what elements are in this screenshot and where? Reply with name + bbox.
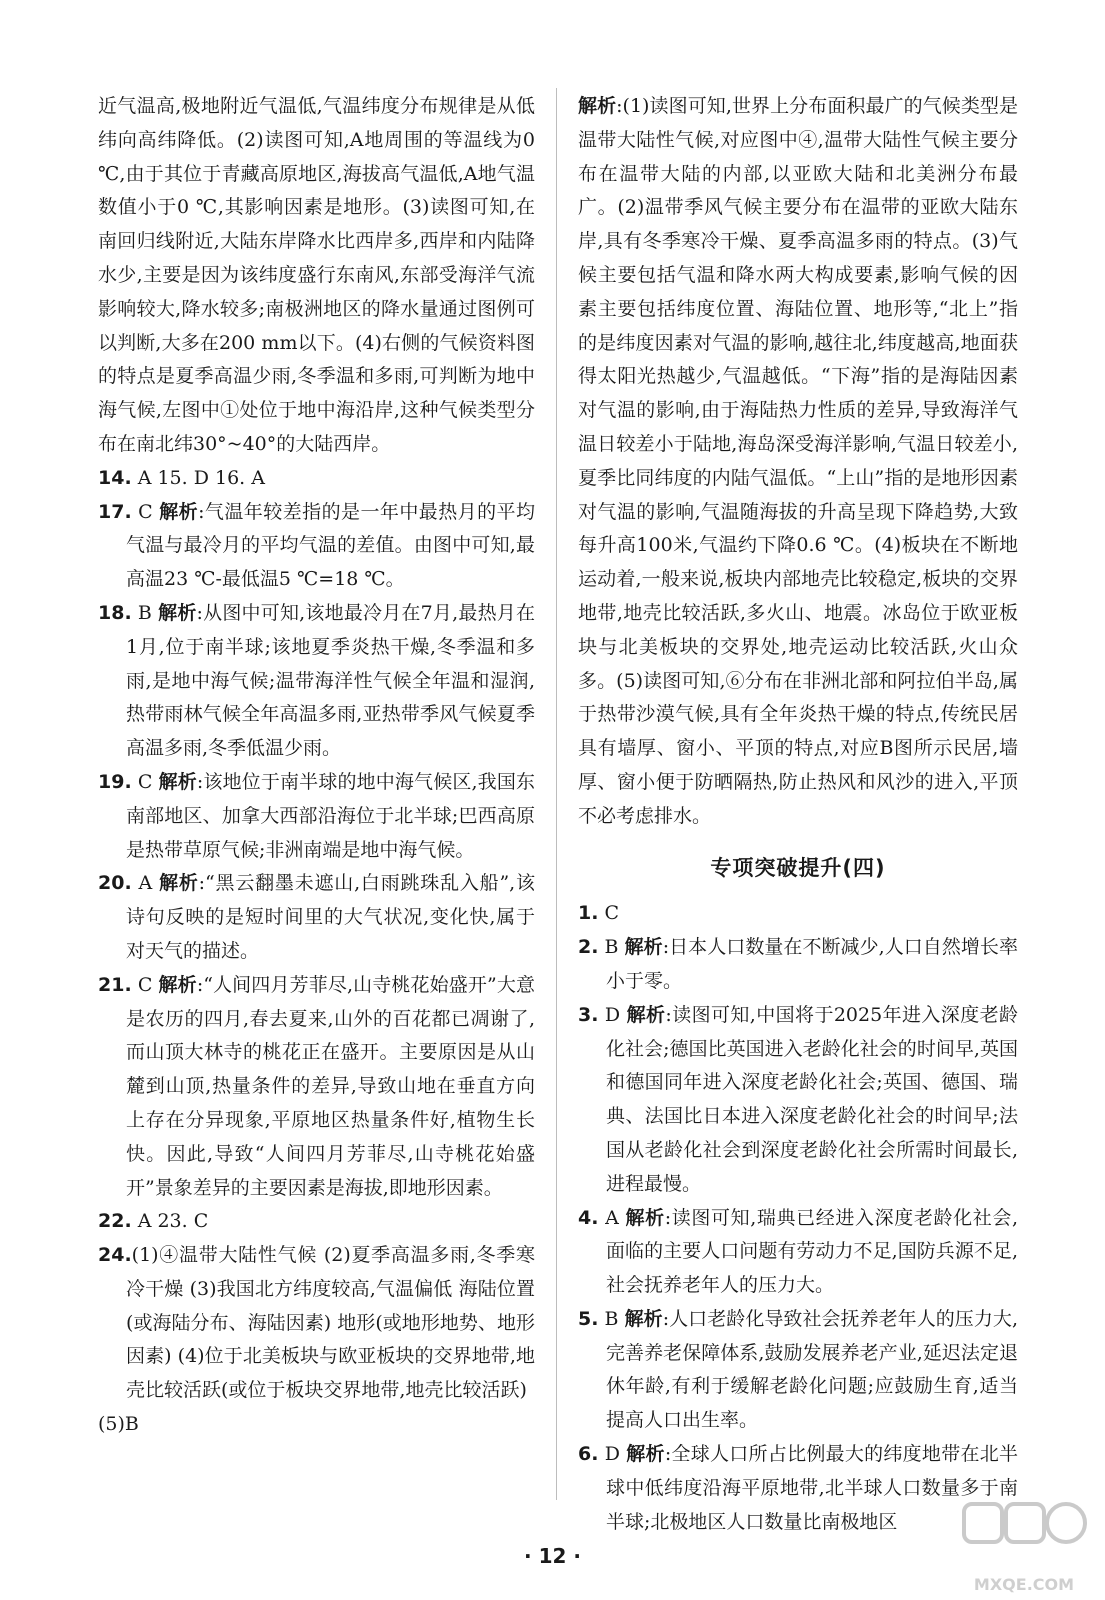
answer-item-24-part5: (5)B <box>98 1413 139 1436</box>
column-divider <box>556 88 557 1500</box>
answer-item-19: 19. C 解析:该地位于南半球的地中海气候区,我国东南部地区、加拿大西部沿海位于北半球;巴西高原是热带草原气候;非洲南端是地中海气候。 <box>98 770 535 861</box>
answer-item-1: 1. C <box>578 902 620 925</box>
answer-item-20: 20. A 解析:“黑云翻墨未遮山,白雨跳珠乱入船”,该诗句反映的是短时间里的大气状况,变化快,属于对天气的描述。 <box>98 872 535 962</box>
answer-item-24: 24.(1)④温带大陆性气候 (2)夏季高温多雨,冬季寒冷干燥 (3)我国北方纬度较高,气温偏低 海陆位置(或海陆分布、海陆因素) 地形(或地形地势、地形因素) (4)位于北美板块与欧亚板块的交界地带,地壳比较活跃(或位于板块交界地带,地壳比较活跃) <box>98 1244 535 1402</box>
answer-item-22: 22. A 23. C <box>98 1210 209 1233</box>
watermark-icon <box>958 1498 1090 1568</box>
answer-item-2: 2. B 解析:日本人口数量在不断减少,人口自然增长率小于零。 <box>578 936 1018 992</box>
left-column <box>98 90 535 1442</box>
answer-item-18: 18. B 解析:从图中可知,该地最冷月在7月,最热月在1月,位于南半球;该地夏季炎热干燥,冬季温和多雨,是地中海气候;温带海洋性气候全年温和湿润,热带雨林气候全年高温多雨,亚热带季风气候夏季高温多雨,冬季低温少雨。 <box>98 601 535 760</box>
right-column <box>578 90 1018 1539</box>
answer-item-21: 21. C 解析:“人间四月芳菲尽,山寺桃花始盛开”大意是农历的四月,春去夏来,山外的百花都已凋谢了,而山顶大林寺的桃花正在盛开。主要原因是从山麓到山顶,热量条件的差异,导致山地在垂直方向上存在分异现象,平原地区热量条件好,植物生长快。因此,导致“人间四月芳菲尽,山寺桃花始盛开”景象差异的主要因素是海拔,即地形因素。 <box>98 973 535 1199</box>
watermark-text: MXQE.COM <box>973 1575 1075 1594</box>
watermark-logo <box>958 1498 1090 1594</box>
answer-item-4: 4. A 解析:读图可知,瑞典已经进入深度老龄化社会,面临的主要人口问题有劳动力不足,国防兵源不足,社会抚养老年人的压力大。 <box>578 1206 1018 1297</box>
answer-item-17: 17. C 解析:气温年较差指的是一年中最热月的平均气温与最冷月的平均气温的差值。由图中可知,最高温23 ℃-最低温5 ℃=18 ℃。 <box>98 500 535 591</box>
answer-item-3: 3. D 解析:读图可知,中国将于2025年进入深度老龄化社会;德国比英国进入老龄化社会的时间早,英国和德国同年进入深度老龄化社会;英国、德国、瑞典、法国比日本进入深度老龄化社会的时间早;法国从老龄化社会到深度老龄化社会所需时间最长,进程最慢。 <box>578 1003 1019 1195</box>
page-number: · 12 · <box>524 1544 581 1568</box>
answer-item-14: 14. A 15. D 16. A <box>98 466 265 489</box>
section-title: 专项突破提升(四) <box>710 855 886 880</box>
continued-explanation: 解析:(1)读图可知,世界上分布面积最广的气候类型是温带大陆性气候,对应图中④,温带大陆性气候主要分布在温带大陆的内部,以亚欧大陆和北美洲分布最广。(2)温带季风气候主要分布在温带的亚欧大陆东岸,具有冬季寒冷干燥、夏季高温多雨的特点。(3)气候主要包括气温和降水两大构成要素,影响气候的因素主要包括纬度位置、海陆位置、地形等,“北上”指的是纬度因素对气温的影响,越往北,纬度越高,地面获得太阳光热越少,气温越低。“下海”指的是海陆因素对气温的影响,由于海陆热力性质的差异,导致海洋气温日较差小于陆地,海岛深受海洋影响,气温日较差小,夏季比同纬度的内陆气温低。“上山”指的是地形因素对气温的影响,气温随海拔的升高呈现下降趋势,大致每升高100米,气温约下降0.6 ℃。(4)板块在不断地运动着,一般来说,板块内部地壳比较稳定,板块的交界地带,地壳比较活跃,多火山、地震。冰岛位于欧亚板块与北美板块的交界处,地壳运动比较活跃,火山众多。(5)读图可知,⑥分布在非洲北部和阿拉伯半岛,属于热带沙漠气候,具有全年炎热干燥的特点,传统民居具有墙厚、窗小、平顶的特点,对应B图所示民居,墙厚、窗小便于防晒隔热,防止热风和风沙的进入,平顶不必考虑排水。 <box>578 95 1018 827</box>
answer-item-6: 6. D 解析:全球人口所占比例最大的纬度地带在北半球中低纬度沿海平原地带,北半球人口数量多于南半球;北极地区人口数量比南极地区 <box>578 1443 1018 1533</box>
answer-item-5: 5. B 解析:人口老龄化导致社会抚养老年人的压力大,完善养老保障体系,鼓励发展养老产业,延迟法定退休年龄,有利于缓解老龄化问题;应鼓励生育,适当提高人口出生率。 <box>578 1307 1018 1432</box>
continued-paragraph: 近气温高,极地附近气温低,气温纬度分布规律是从低纬向高纬降低。(2)读图可知,A地周围的等温线为0 ℃,由于其位于青藏高原地区,海拔高气温低,A地气温数值小于0 ℃,其影响因素是地形。(3)读图可知,在南回归线附近,大陆东岸降水比西岸多,西岸和内陆降水少,主要是因为该纬度盛行东南风,东部受海洋气流影响较大,降水较多;南极洲地区的降水量通过图例可以判断,大多在200 mm以下。(4)右侧的气候资料图的特点是夏季高温少雨,冬季温和多雨,可判断为地中海气候,左图中①处位于地中海沿岸,这种气候类型分布在南北纬30°~40°的大陆西岸。 <box>98 95 535 455</box>
